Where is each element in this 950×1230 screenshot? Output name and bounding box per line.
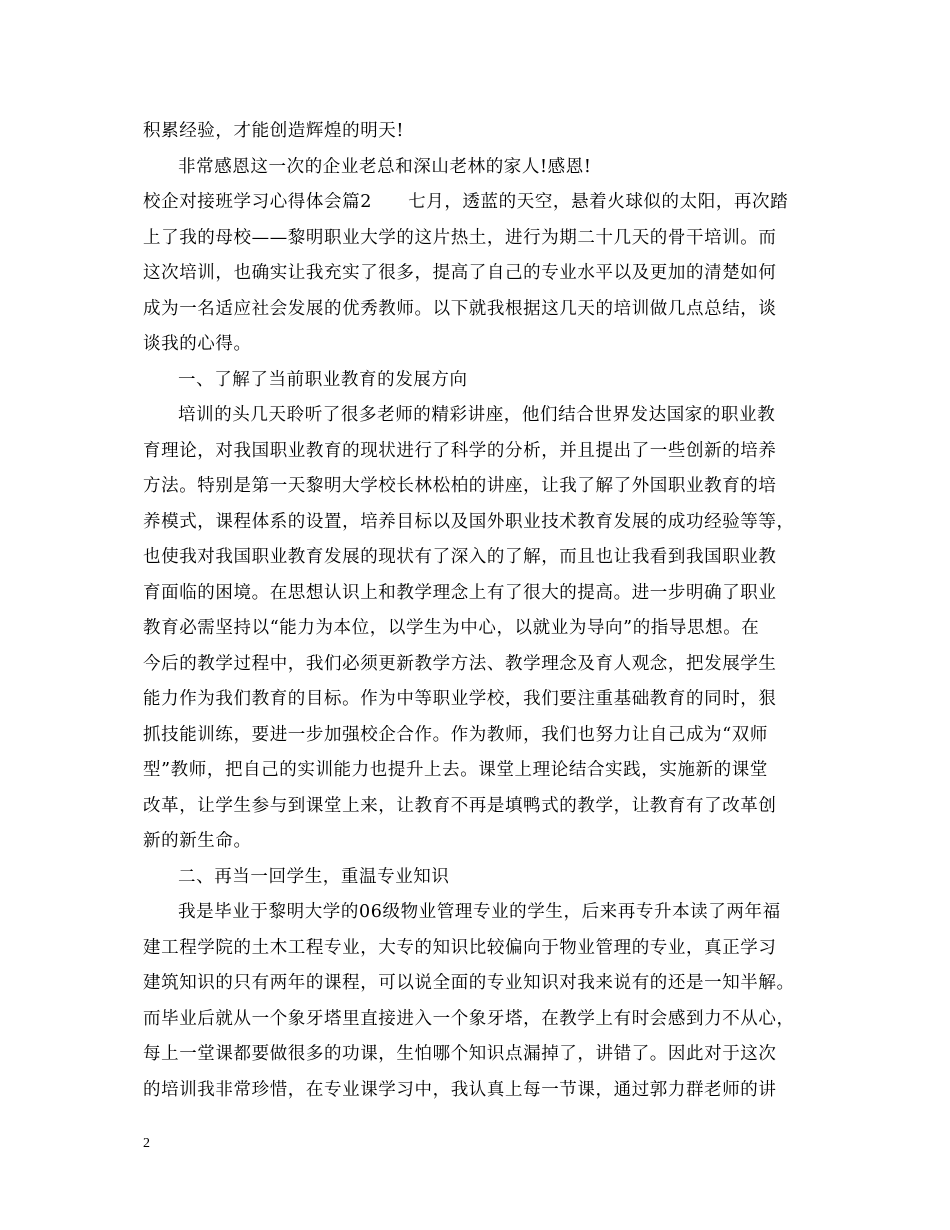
- page-number: 2: [143, 1136, 150, 1151]
- text-line: 上了我的母校——黎明职业大学的这片热土，进行为期二十几天的骨干培训。而: [143, 227, 777, 248]
- text-line: 也使我对我国职业教育发展的现状有了深入的了解，而且也让我看到我国职业教: [143, 547, 777, 567]
- text-line: 积累经验，才能创造辉煌的明天!: [143, 121, 405, 141]
- text-line: 养模式，课程体系的设置，培养目标以及国外职业技术教育发展的成功经验等等，: [143, 511, 795, 532]
- text-line: 而毕业后就从一个象牙塔里直接进入一个象牙塔，在教学上有时会感到力不从心，: [143, 1008, 795, 1029]
- text-line: 育理论，对我国职业教育的现状进行了科学的分析，并且提出了一些创新的培养: [143, 440, 777, 461]
- text-line: 校企对接班学习心得体会篇2 七月，透蓝的天空，悬着火球似的太阳，再次踏: [143, 192, 789, 212]
- document-body: [143, 114, 803, 1108]
- text-line: 非常感恩这一次的企业老总和深山老林的家人!感恩!: [178, 156, 592, 177]
- text-line: 建工程学院的土木工程专业，大专的知识比较偏向于物业管理的专业，真正学习: [143, 937, 777, 958]
- text-line: 抓技能训练，要进一步加强校企合作。作为教师，我们也努力让自己成为“双师: [143, 724, 768, 745]
- text-line: 育面临的困境。在思想认识上和教学理念上有了很大的提高。进一步明确了职业: [143, 582, 777, 603]
- text-line: 培训的头几天聆听了很多老师的精彩讲座，他们结合世界发达国家的职业教: [178, 405, 776, 425]
- text-line: 谈我的心得。: [143, 334, 252, 354]
- text-line: 能力作为我们教育的目标。作为中等职业学校，我们要注重基础教育的同时，狠: [143, 689, 777, 709]
- text-line: 我是毕业于黎明大学的06级物业管理专业的学生，后来再专升本读了两年福: [178, 902, 781, 922]
- text-line: 型”教师，把自己的实训能力也提升上去。课堂上理论结合实践，实施新的课堂: [143, 760, 768, 780]
- text-line: 建筑知识的只有两年的课程，可以说全面的专业知识对我来说有的还是一知半解。: [143, 973, 795, 993]
- text-line: 二、再当一回学生，重温专业知识: [178, 866, 450, 887]
- text-line: 的培训我非常珍惜，在专业课学习中，我认真上每一节课，通过郭力群老师的讲: [143, 1079, 777, 1100]
- text-line: 教育必需坚持以“能力为本位，以学生为中心，以就业为导向”的指导思想。在: [143, 618, 760, 638]
- text-line: 新的新生命。: [143, 831, 252, 851]
- text-line: 方法。特别是第一天黎明大学校长林松柏的讲座，让我了解了外国职业教育的培: [143, 476, 777, 496]
- text-line: 每上一堂课都要做很多的功课，生怕哪个知识点漏掉了，讲错了。因此对于这次: [143, 1044, 777, 1064]
- text-line: 这次培训，也确实让我充实了很多，提高了自己的专业水平以及更加的清楚如何: [143, 263, 777, 283]
- text-line: 改革，让学生参与到课堂上来，让教育不再是填鸭式的教学，让教育有了改革创: [143, 795, 777, 816]
- text-line: 成为一名适应社会发展的优秀教师。以下就我根据这几天的培训做几点总结，谈: [143, 298, 777, 319]
- text-line: 一、了解了当前职业教育的发展方向: [178, 369, 468, 390]
- text-line: 今后的教学过程中，我们必须更新教学方法、教学理念及育人观念，把发展学生: [143, 653, 777, 674]
